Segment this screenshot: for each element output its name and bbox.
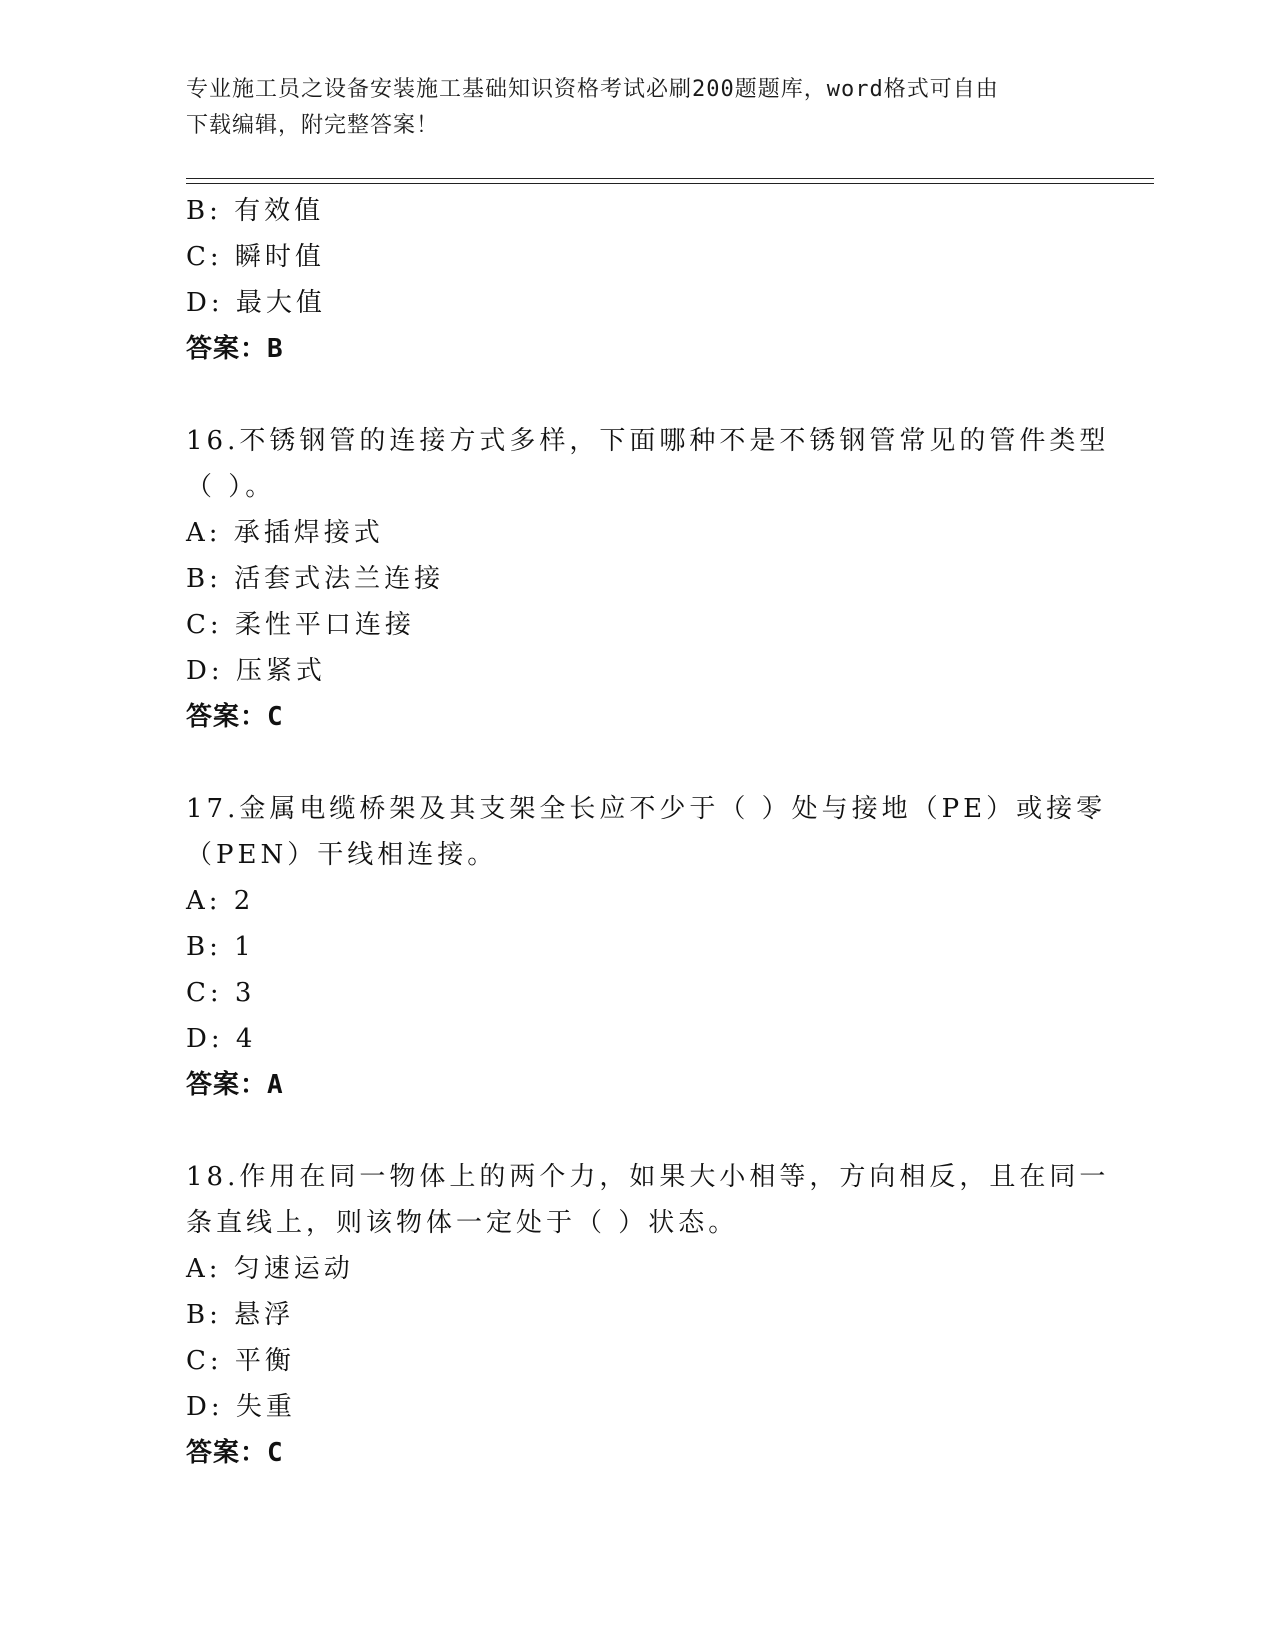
- question-16: [186, 418, 1110, 740]
- answer-line: 答案：A: [186, 1070, 284, 1100]
- option-b: B: 悬浮: [186, 1300, 295, 1330]
- option-b: B: 活套式法兰连接: [186, 564, 445, 594]
- option-d: D: 失重: [186, 1392, 296, 1422]
- option-c: C: 平衡: [186, 1346, 295, 1376]
- option-a: A: 匀速运动: [186, 1254, 354, 1284]
- header-divider-bottom: [186, 183, 1154, 184]
- option-b: B: 有效值: [186, 196, 325, 226]
- option-a: A: 2: [186, 886, 255, 916]
- question-stem-line-2: （PEN）干线相连接。: [186, 840, 498, 870]
- option-d: D: 压紧式: [186, 656, 326, 686]
- question-18: [186, 1154, 1110, 1476]
- header-divider-top: [186, 178, 1154, 179]
- question-stem-line-1: 18.作用在同一物体上的两个力，如果大小相等，方向相反，且在同一: [186, 1162, 1110, 1192]
- option-b: B: 1: [186, 932, 255, 962]
- question-17: [186, 786, 1107, 1108]
- option-d: D: 4: [186, 1024, 257, 1054]
- question-stem-line-1: 17.金属电缆桥架及其支架全长应不少于（ ）处与接地（PE）或接零: [186, 794, 1107, 824]
- header-line-2: 下载编辑，附完整答案！: [186, 113, 440, 138]
- answer-line: 答案：C: [186, 702, 284, 732]
- option-d: D: 最大值: [186, 288, 326, 318]
- header-line-1: 专业施工员之设备安装施工基础知识资格考试必刷200题题库，word格式可自由: [186, 77, 999, 102]
- answer-line: 答案：B: [186, 334, 284, 364]
- question-15-continued: [186, 188, 1086, 372]
- option-a: A: 承插焊接式: [186, 518, 384, 548]
- question-stem-line-1: 16.不锈钢管的连接方式多样，下面哪种不是不锈钢管常见的管件类型: [186, 426, 1110, 456]
- option-c: C: 3: [186, 978, 256, 1008]
- document-header: [186, 72, 1066, 144]
- answer-line: 答案：C: [186, 1438, 284, 1468]
- option-c: C: 柔性平口连接: [186, 610, 415, 640]
- question-stem-line-2: 条直线上，则该物体一定处于（ ）状态。: [186, 1208, 739, 1238]
- question-list: [186, 188, 1110, 1476]
- option-c: C: 瞬时值: [186, 242, 325, 272]
- question-stem-line-2: （ ）。: [186, 472, 276, 502]
